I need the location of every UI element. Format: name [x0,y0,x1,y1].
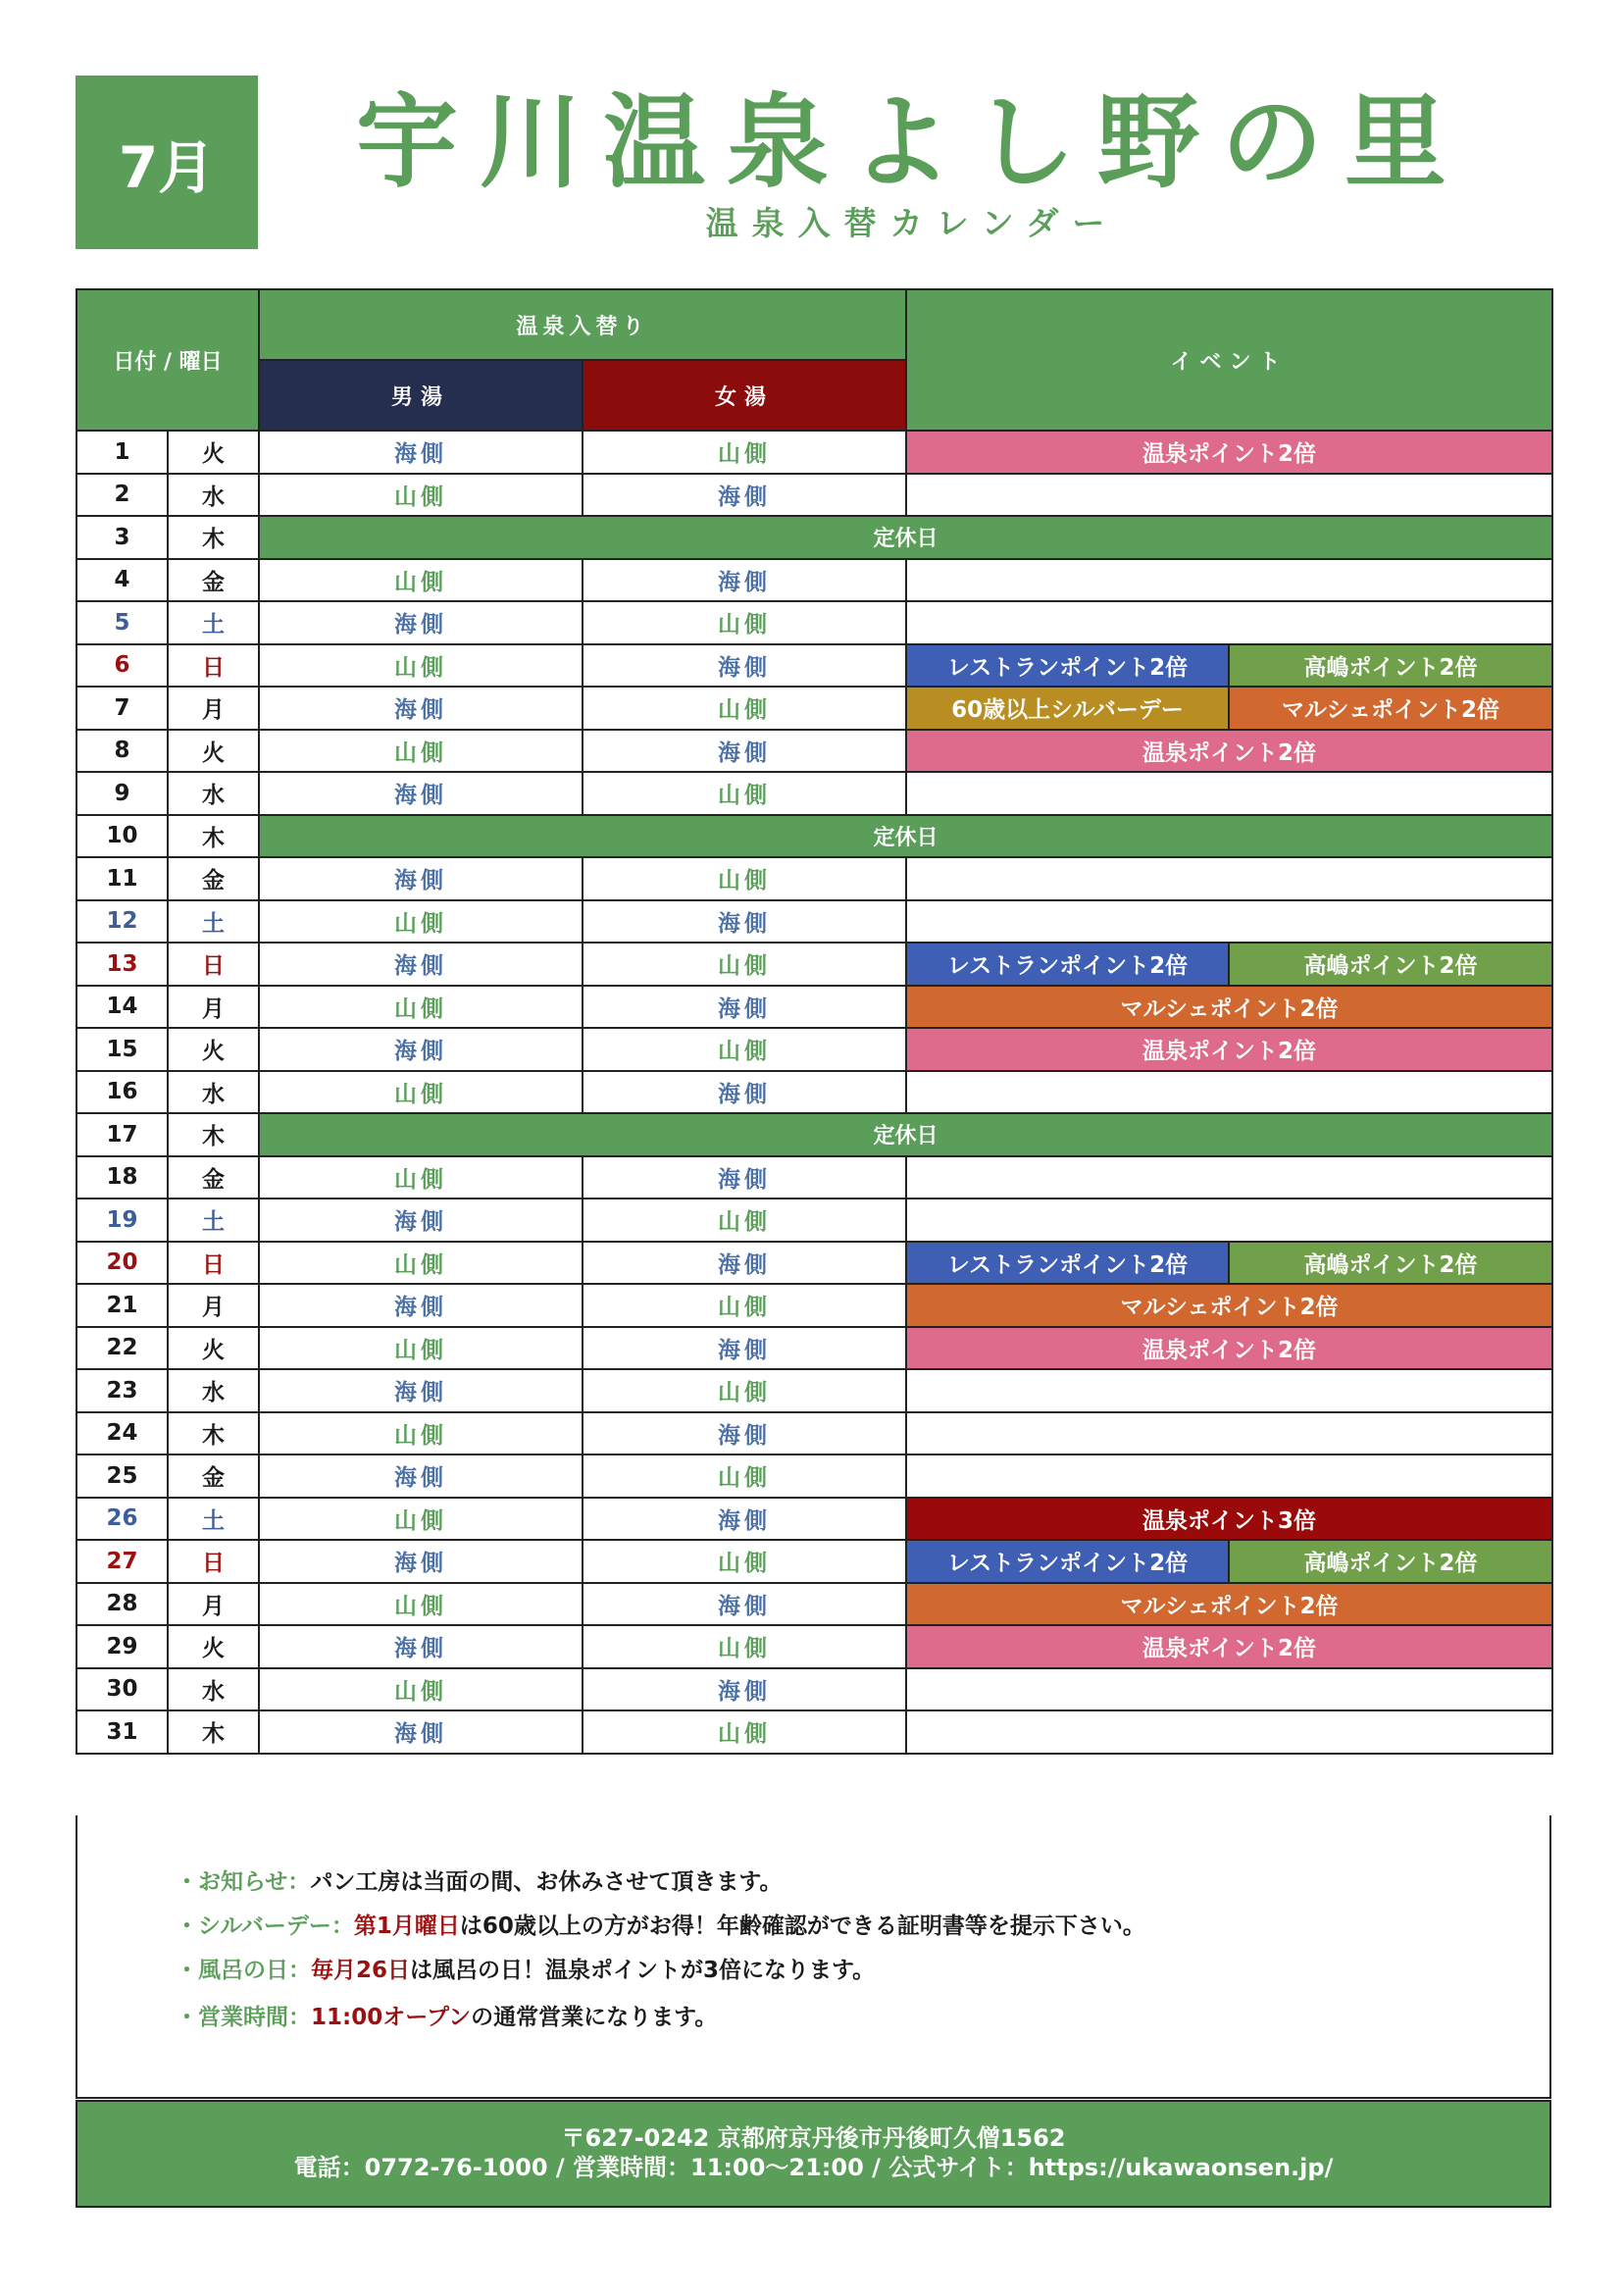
date-cell: 19 [76,1199,168,1242]
table-row [76,1284,1552,1327]
event-cell: マルシェポイント2倍 [906,1583,1552,1626]
date-cell: 10 [76,815,168,858]
date-cell: 24 [76,1412,168,1455]
event-cell: 高嶋ポイント2倍 [1229,644,1552,688]
men-bath-cell: 山側 [259,559,583,602]
table-row [76,559,1552,602]
event-cell: 温泉ポイント3倍 [906,1498,1552,1541]
event-empty-cell [906,772,1552,815]
weekday-cell: 金 [168,1156,259,1199]
weekday-cell: 土 [168,1498,259,1541]
weekday-cell: 月 [168,986,259,1029]
date-cell: 9 [76,772,168,815]
event-cell: 高嶋ポイント2倍 [1229,943,1552,986]
table-row [76,1412,1552,1455]
table-row [76,1583,1552,1626]
note-text: は風呂の日！温泉ポイントが3倍になります。 [410,1958,876,1983]
table-row [76,1668,1552,1711]
table-row [76,1369,1552,1412]
note-line [176,1999,717,2031]
table-row [76,730,1552,773]
date-cell: 20 [76,1242,168,1285]
weekday-cell: 火 [168,1327,259,1370]
men-bath-cell: 海側 [259,601,583,644]
table-row [76,1071,1552,1114]
men-bath-cell: 山側 [259,1412,583,1455]
weekday-cell: 火 [168,431,259,474]
table-row [76,1199,1552,1242]
note-line [176,1952,875,1984]
women-bath-cell: 山側 [583,857,906,900]
date-cell: 2 [76,474,168,517]
event-empty-cell [906,900,1552,944]
men-bath-cell: 山側 [259,730,583,773]
women-bath-cell: 山側 [583,1454,906,1498]
event-cell: レストランポイント2倍 [906,1242,1229,1285]
note-text: の通常営業になります。 [471,2005,718,2030]
footer [76,2100,1551,2208]
weekday-cell: 金 [168,857,259,900]
women-bath-cell: 海側 [583,1071,906,1114]
women-bath-cell: 山側 [583,1028,906,1071]
event-empty-cell [906,474,1552,517]
weekday-cell: 木 [168,516,259,559]
date-cell: 12 [76,900,168,944]
note-text: は60歳以上の方がお得！年齢確認ができる証明書等を提示下さい。 [459,1913,1145,1939]
women-bath-cell: 海側 [583,730,906,773]
date-cell: 23 [76,1369,168,1412]
note-line [176,1863,782,1896]
date-cell: 7 [76,687,168,730]
table-row [76,1625,1552,1668]
event-empty-cell [906,1369,1552,1412]
men-bath-cell: 山側 [259,1668,583,1711]
weekday-cell: 水 [168,1071,259,1114]
women-bath-cell: 海側 [583,474,906,517]
date-cell: 27 [76,1540,168,1583]
women-bath-cell: 山側 [583,772,906,815]
men-bath-cell: 海側 [259,1710,583,1754]
page-title: 宇川温泉よし野の里 [355,82,1468,202]
date-cell: 14 [76,986,168,1029]
event-empty-cell [906,1071,1552,1114]
note-highlight: 第1月曜日 [353,1913,460,1939]
event-cell: マルシェポイント2倍 [1229,687,1552,730]
weekday-cell: 水 [168,1369,259,1412]
calendar-body [76,431,1552,1754]
event-cell: 温泉ポイント2倍 [906,431,1552,474]
weekday-cell: 水 [168,772,259,815]
date-cell: 30 [76,1668,168,1711]
weekday-cell: 木 [168,1710,259,1754]
event-empty-cell [906,1454,1552,1498]
men-bath-cell: 海側 [259,1454,583,1498]
event-cell: レストランポイント2倍 [906,943,1229,986]
weekday-cell: 日 [168,943,259,986]
header-men: 男湯 [259,360,583,431]
table-row [76,986,1552,1029]
event-empty-cell [906,1710,1552,1754]
event-cell: 温泉ポイント2倍 [906,1327,1552,1370]
note-label: ・営業時間： [176,2005,311,2030]
date-cell: 31 [76,1710,168,1754]
men-bath-cell: 山側 [259,1327,583,1370]
table-row [76,431,1552,474]
footer-address: 〒627-0242 京都府京丹後市丹後町久僧1562 [561,2124,1066,2152]
weekday-cell: 火 [168,1625,259,1668]
table-row [76,1454,1552,1498]
date-cell: 28 [76,1583,168,1626]
date-cell: 11 [76,857,168,900]
event-cell: レストランポイント2倍 [906,644,1229,688]
event-cell: マルシェポイント2倍 [906,1284,1552,1327]
table-row [76,474,1552,517]
men-bath-cell: 海側 [259,431,583,474]
men-bath-cell: 海側 [259,1540,583,1583]
weekday-cell: 月 [168,687,259,730]
event-cell: 高嶋ポイント2倍 [1229,1540,1552,1583]
weekday-cell: 日 [168,1540,259,1583]
weekday-cell: 土 [168,601,259,644]
men-bath-cell: 海側 [259,1284,583,1327]
women-bath-cell: 山側 [583,1284,906,1327]
month-label: 7月 [118,133,216,201]
header-women: 女湯 [583,360,906,431]
table-row [76,1242,1552,1285]
men-bath-cell: 山側 [259,1242,583,1285]
weekday-cell: 金 [168,1454,259,1498]
men-bath-cell: 山側 [259,644,583,688]
table-row [76,1156,1552,1199]
notes-section [76,1815,1551,2099]
weekday-cell: 木 [168,815,259,858]
women-bath-cell: 山側 [583,943,906,986]
men-bath-cell: 山側 [259,474,583,517]
table-row [76,601,1552,644]
weekday-cell: 木 [168,1113,259,1156]
women-bath-cell: 山側 [583,687,906,730]
weekday-cell: 金 [168,559,259,602]
men-bath-cell: 海側 [259,943,583,986]
weekday-cell: 日 [168,644,259,688]
table-row [76,1327,1552,1370]
event-cell: 温泉ポイント2倍 [906,1028,1552,1071]
note-highlight: 毎月26日 [311,1958,411,1983]
date-cell: 21 [76,1284,168,1327]
closed-day-cell: 定休日 [259,1113,1552,1156]
note-label: ・風呂の日： [176,1958,311,1983]
note-label: ・お知らせ： [176,1869,311,1895]
event-empty-cell [906,1412,1552,1455]
event-cell: レストランポイント2倍 [906,1540,1229,1583]
event-empty-cell [906,1668,1552,1711]
calendar-table [76,288,1553,1755]
event-cell: 60歳以上シルバーデー [906,687,1229,730]
note-highlight: 11:00オープン [311,2005,472,2030]
weekday-cell: 木 [168,1412,259,1455]
date-cell: 29 [76,1625,168,1668]
women-bath-cell: 海側 [583,1583,906,1626]
date-cell: 22 [76,1327,168,1370]
men-bath-cell: 山側 [259,900,583,944]
men-bath-cell: 山側 [259,1498,583,1541]
women-bath-cell: 海側 [583,986,906,1029]
table-row [76,516,1552,559]
footer-contact: 電話：0772-76-1000 / 営業時間：11:00～21:00 / 公式サイト：https://ukawaonsen.jp/ [293,2154,1334,2181]
table-row [76,1028,1552,1071]
date-cell: 6 [76,644,168,688]
weekday-cell: 火 [168,1028,259,1071]
month-badge [76,76,258,249]
date-cell: 16 [76,1071,168,1114]
event-empty-cell [906,601,1552,644]
women-bath-cell: 海側 [583,1498,906,1541]
event-empty-cell [906,857,1552,900]
event-cell: マルシェポイント2倍 [906,986,1552,1029]
weekday-cell: 月 [168,1583,259,1626]
women-bath-cell: 海側 [583,1668,906,1711]
weekday-cell: 火 [168,730,259,773]
table-row [76,900,1552,944]
header-date: 日付 / 曜日 [76,289,259,431]
event-cell: 温泉ポイント2倍 [906,1625,1552,1668]
table-row [76,1710,1552,1754]
note-label: ・シルバーデー： [176,1913,354,1939]
weekday-cell: 月 [168,1284,259,1327]
closed-day-cell: 定休日 [259,516,1552,559]
table-row [76,1498,1552,1541]
closed-day-cell: 定休日 [259,815,1552,858]
women-bath-cell: 山側 [583,1710,906,1754]
men-bath-cell: 海側 [259,1199,583,1242]
date-cell: 13 [76,943,168,986]
table-row [76,644,1552,688]
women-bath-cell: 海側 [583,1242,906,1285]
women-bath-cell: 山側 [583,1199,906,1242]
table-row [76,687,1552,730]
page-subtitle: 温泉入替カレンダー [705,204,1119,242]
date-cell: 4 [76,559,168,602]
men-bath-cell: 海側 [259,1028,583,1071]
header-event: イベント [906,289,1552,431]
event-cell: 温泉ポイント2倍 [906,730,1552,773]
women-bath-cell: 海側 [583,1156,906,1199]
table-row [76,815,1552,858]
table-row [76,857,1552,900]
event-empty-cell [906,1156,1552,1199]
women-bath-cell: 山側 [583,1369,906,1412]
event-empty-cell [906,559,1552,602]
date-cell: 18 [76,1156,168,1199]
date-cell: 26 [76,1498,168,1541]
men-bath-cell: 山側 [259,1156,583,1199]
date-cell: 17 [76,1113,168,1156]
date-cell: 15 [76,1028,168,1071]
table-row [76,943,1552,986]
women-bath-cell: 山側 [583,1625,906,1668]
men-bath-cell: 山側 [259,1583,583,1626]
header-onsen: 温泉入替り [259,289,906,360]
men-bath-cell: 海側 [259,1625,583,1668]
men-bath-cell: 海側 [259,857,583,900]
men-bath-cell: 山側 [259,1071,583,1114]
date-cell: 25 [76,1454,168,1498]
date-cell: 1 [76,431,168,474]
table-row [76,772,1552,815]
table-row [76,1113,1552,1156]
weekday-cell: 土 [168,1199,259,1242]
date-cell: 5 [76,601,168,644]
women-bath-cell: 山側 [583,431,906,474]
women-bath-cell: 海側 [583,559,906,602]
women-bath-cell: 海側 [583,1327,906,1370]
weekday-cell: 土 [168,900,259,944]
weekday-cell: 水 [168,474,259,517]
women-bath-cell: 海側 [583,1412,906,1455]
note-line [176,1908,1145,1940]
men-bath-cell: 海側 [259,1369,583,1412]
men-bath-cell: 海側 [259,687,583,730]
event-empty-cell [906,1199,1552,1242]
note-text: パン工房は当面の間、お休みさせて頂きます。 [310,1869,783,1895]
date-cell: 3 [76,516,168,559]
table-row [76,1540,1552,1583]
men-bath-cell: 山側 [259,986,583,1029]
weekday-cell: 日 [168,1242,259,1285]
women-bath-cell: 海側 [583,644,906,688]
date-cell: 8 [76,730,168,773]
weekday-cell: 水 [168,1668,259,1711]
event-cell: 高嶋ポイント2倍 [1229,1242,1552,1285]
women-bath-cell: 山側 [583,1540,906,1583]
women-bath-cell: 海側 [583,900,906,944]
women-bath-cell: 山側 [583,601,906,644]
men-bath-cell: 海側 [259,772,583,815]
